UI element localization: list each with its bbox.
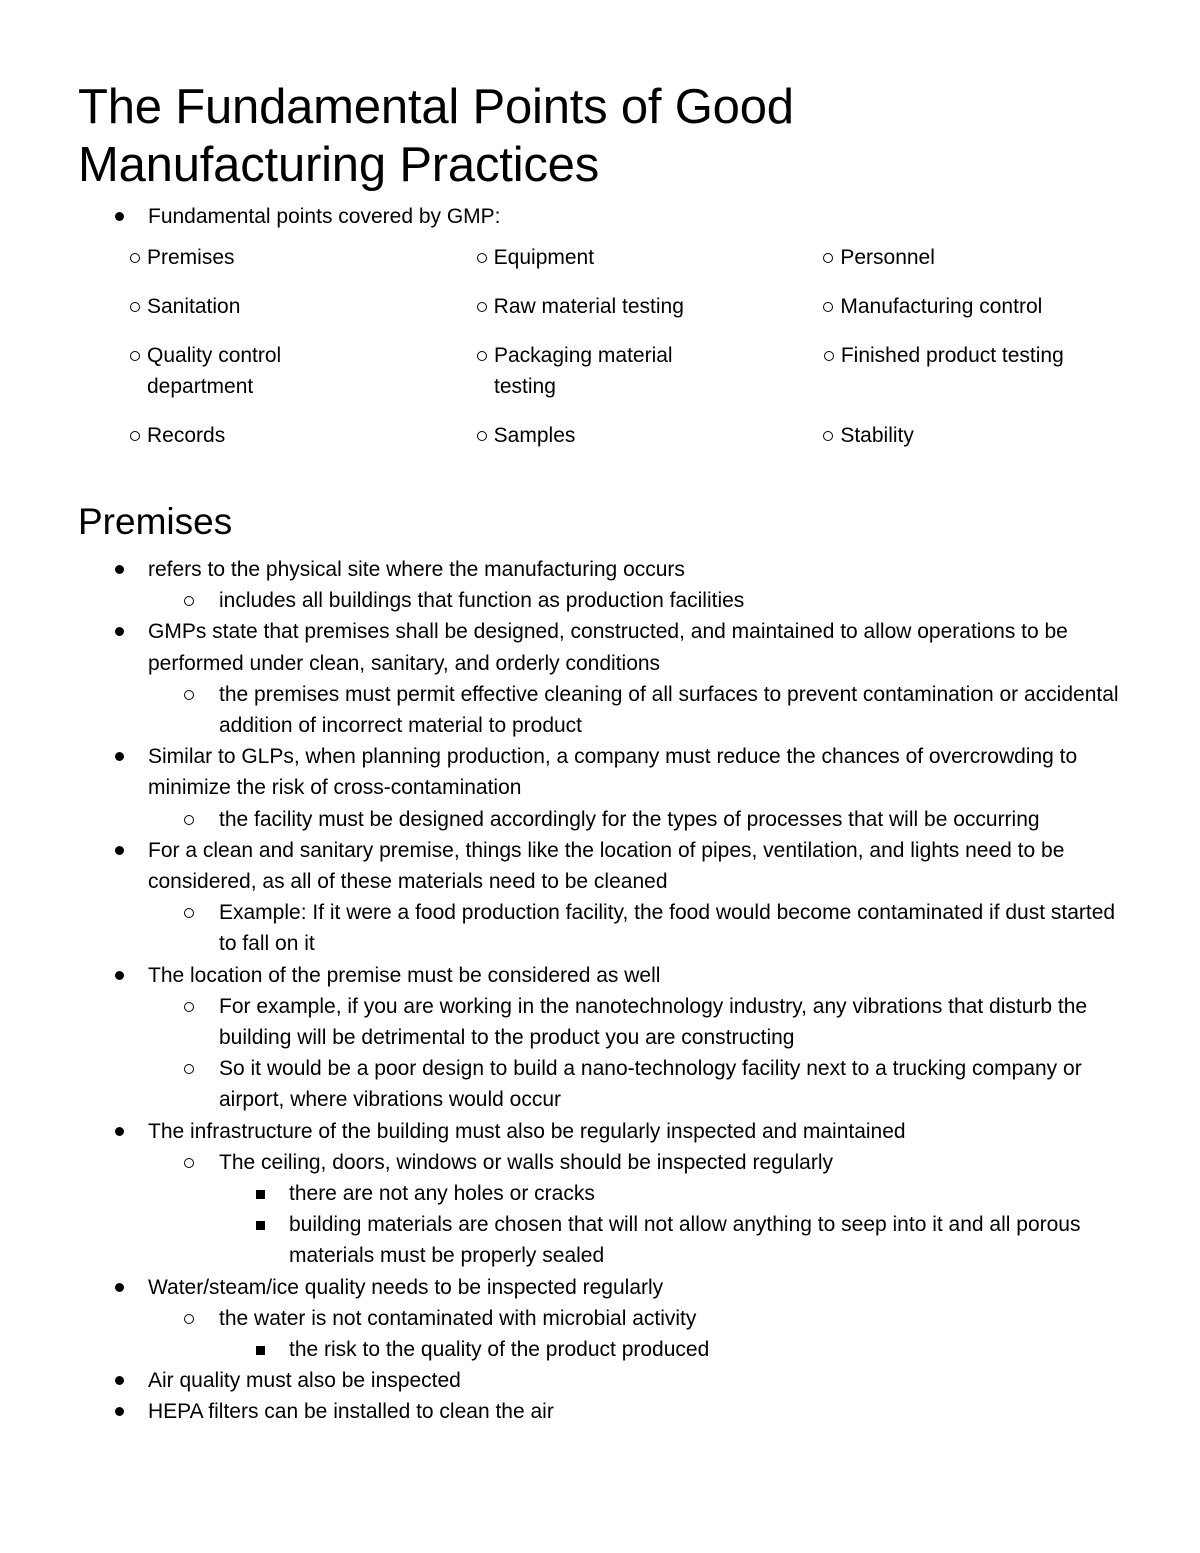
bullet-circle-icon [130, 431, 140, 441]
intro-bullet-item [116, 201, 501, 232]
list-item-text: GMPs state that premises shall be designed, constructed, and maintained to allow operations to be performed under clean, sanitary, and orderly conditions [148, 620, 1068, 675]
list-item [0, 1116, 1200, 1147]
list-item [0, 835, 1200, 897]
list-item [0, 1053, 1200, 1115]
bullet-circle-icon [184, 1158, 194, 1168]
gmp-point [128, 340, 475, 420]
bullet-dot-icon [115, 846, 124, 855]
list-item [0, 679, 1200, 741]
bullet-circle-icon [477, 351, 487, 361]
gmp-point [128, 291, 475, 340]
list-item [0, 897, 1200, 959]
bullet-circle-icon [823, 253, 833, 263]
page-title [78, 78, 1128, 194]
gmp-point [821, 420, 1168, 469]
bullet-circle-icon [824, 351, 834, 361]
bullet-dot-icon [115, 1127, 124, 1136]
list-item-text: The ceiling, doors, windows or walls should be inspected regularly [219, 1150, 833, 1174]
bullet-circle-icon [823, 302, 833, 312]
list-item-text: there are not any holes or cracks [289, 1182, 595, 1206]
bullet-circle-icon [823, 431, 833, 441]
list-item [0, 1209, 1200, 1271]
bullet-circle-icon [184, 1002, 194, 1012]
list-item [0, 554, 1200, 585]
section-heading: Premises [78, 501, 233, 542]
gmp-point-label: Records [147, 424, 226, 447]
list-item [0, 804, 1200, 835]
list-item-text: For a clean and sanitary premise, things like the location of pipes, ventilation, and lights need to be considered, as all of these materials need to be cleaned [148, 838, 1065, 894]
list-item [0, 960, 1200, 991]
bullet-square-icon [256, 1190, 265, 1199]
bullet-circle-icon [184, 596, 194, 606]
gmp-point [821, 242, 1168, 291]
gmp-point [475, 242, 822, 291]
list-item-text: Similar to GLPs, when planning production, a company must reduce the chances of overcrowding to minimize the risk of cross-contamination [148, 745, 1078, 800]
gmp-point [822, 340, 1168, 420]
list-item [0, 616, 1200, 678]
gmp-point-label: Quality control department [147, 344, 282, 398]
gmp-point-label: Personnel [840, 246, 935, 269]
list-item-text: building materials are chosen that will not allow anything to seep into it and all porous materials must be properly sealed [289, 1213, 1081, 1268]
bullet-circle-icon [477, 302, 487, 312]
list-item [0, 741, 1200, 803]
bullet-circle-icon [130, 302, 140, 312]
gmp-points-row [128, 291, 1168, 340]
gmp-point-label: Manufacturing control [840, 295, 1043, 318]
bullet-circle-icon [130, 253, 140, 263]
bullet-dot-icon [115, 565, 124, 574]
list-item-text: Water/steam/ice quality needs to be inspected regularly [148, 1275, 664, 1299]
gmp-point-label: Sanitation [147, 295, 241, 318]
gmp-point-label: Raw material testing [493, 295, 684, 318]
list-item [0, 1334, 1200, 1365]
gmp-point [821, 291, 1168, 340]
bullet-circle-icon [184, 1064, 194, 1074]
list-item [0, 1396, 1200, 1427]
bullet-circle-icon [184, 690, 194, 700]
list-item-text: includes all buildings that function as production facilities [219, 589, 745, 613]
intro-text: Fundamental points covered by GMP: [148, 205, 501, 228]
gmp-points-row [128, 242, 1168, 291]
gmp-points-grid [128, 242, 1168, 469]
gmp-point-label: Samples [493, 424, 576, 447]
bullet-dot-icon [115, 212, 124, 221]
bullet-dot-icon [115, 1376, 124, 1385]
bullet-circle-icon [477, 253, 487, 263]
list-item-text: the premises must permit effective cleaning of all surfaces to prevent contamination or accidental addition of incorrect material to product [219, 682, 1119, 738]
list-item-text: refers to the physical site where the manufacturing occurs [148, 558, 685, 581]
page-title-line-1: The Fundamental Points of Good [78, 80, 794, 134]
gmp-point [475, 420, 822, 469]
gmp-point-label: Premises [147, 246, 235, 269]
bullet-dot-icon [115, 1407, 124, 1416]
gmp-point-label: Stability [840, 424, 914, 447]
gmp-point [128, 420, 475, 469]
list-item [0, 1272, 1200, 1303]
list-item-text: For example, if you are working in the nanotechnology industry, any vibrations that disturb the building will be detrimental to the product you are constructing [219, 994, 1088, 1050]
list-item-text: The location of the premise must be considered as well [148, 963, 661, 987]
bullet-dot-icon [115, 627, 124, 636]
bullet-circle-icon [130, 351, 140, 361]
premises-notes-list [0, 554, 1200, 1428]
gmp-points-row [128, 420, 1168, 469]
list-item [0, 585, 1200, 616]
gmp-point [475, 340, 822, 420]
list-item-text: the risk to the quality of the product produced [289, 1338, 710, 1362]
list-item-text: Example: If it were a food production facility, the food would become contaminated if dust started to fall on it [219, 901, 1116, 956]
bullet-circle-icon [477, 431, 487, 441]
list-item-text: The infrastructure of the building must also be regularly inspected and maintained [148, 1119, 906, 1143]
list-item [0, 1178, 1200, 1209]
list-item [0, 991, 1200, 1053]
gmp-point-label: Packaging material testing [494, 344, 673, 398]
bullet-dot-icon [115, 752, 124, 761]
list-item-text: Air quality must also be inspected [148, 1369, 461, 1393]
list-item-text: the facility must be designed accordingly for the types of processes that will be occurring [219, 807, 1040, 831]
bullet-circle-icon [184, 1314, 194, 1324]
bullet-circle-icon [184, 815, 194, 825]
gmp-points-row [128, 340, 1168, 420]
gmp-point-label: Equipment [493, 246, 595, 269]
bullet-dot-icon [115, 971, 124, 980]
bullet-circle-icon [184, 908, 194, 918]
gmp-point [128, 242, 475, 291]
list-item-text: the water is not contaminated with microbial activity [219, 1306, 697, 1330]
list-item-text: So it would be a poor design to build a nano-technology facility next to a trucking company or airport, where vibrations would occur [219, 1057, 1082, 1112]
gmp-point-label: Finished product testing [840, 344, 1064, 367]
page-title-line-2: Manufacturing Practices [78, 138, 600, 192]
list-item [0, 1303, 1200, 1334]
list-item [0, 1365, 1200, 1396]
list-item-text: HEPA filters can be installed to clean the air [148, 1400, 554, 1424]
bullet-dot-icon [115, 1283, 124, 1292]
bullet-square-icon [256, 1346, 265, 1355]
list-item [0, 1147, 1200, 1178]
gmp-point [475, 291, 822, 340]
bullet-square-icon [256, 1221, 265, 1230]
